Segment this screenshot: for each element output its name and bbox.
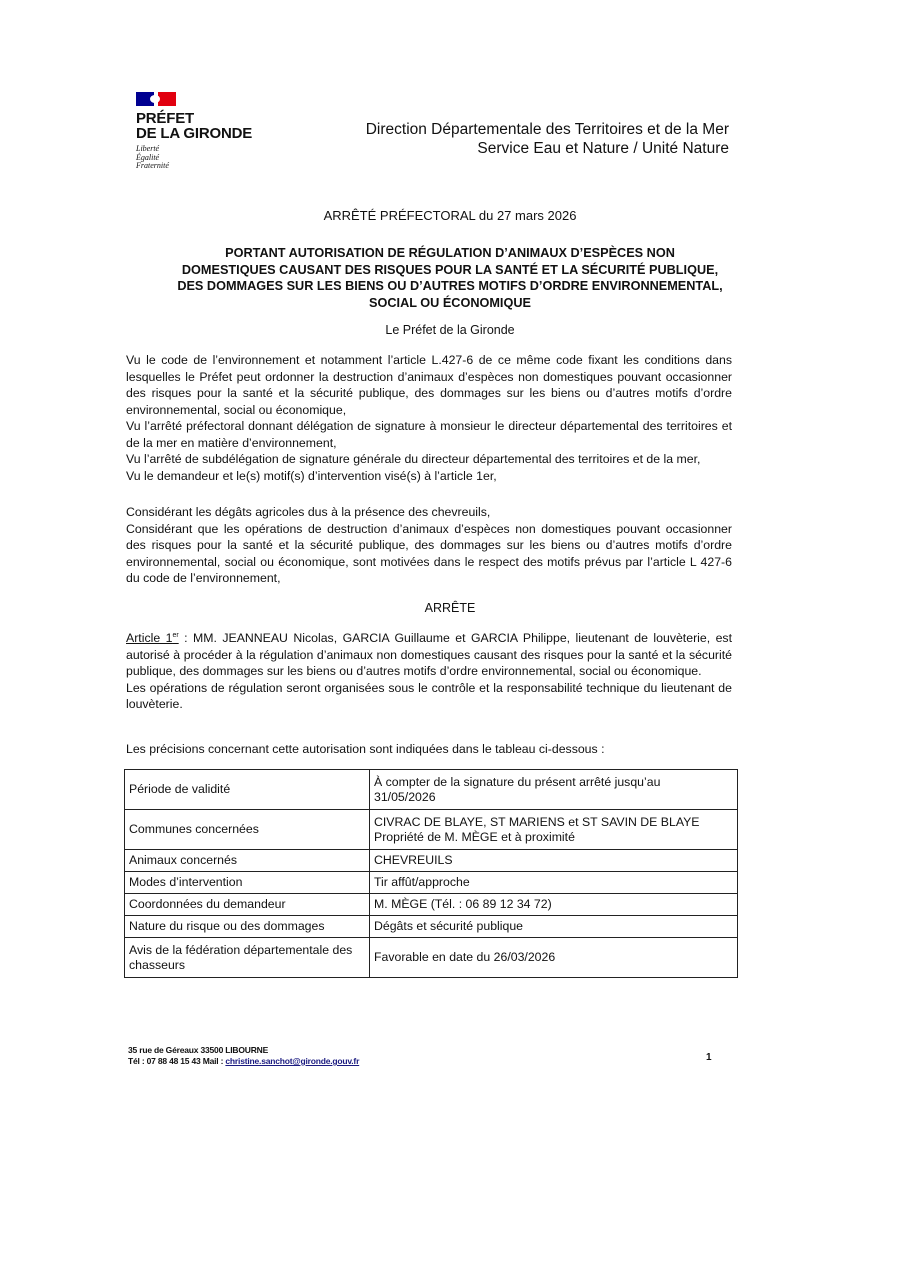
service-name: Service Eau et Nature / Unité Nature: [477, 140, 729, 157]
row-value: Tir affût/approche: [370, 872, 738, 894]
table-row: [125, 872, 738, 894]
row-value: CIVRAC DE BLAYE, ST MARIENS et ST SAVIN DE BLAYE Propriété de M. MÈGE et à proximité: [370, 810, 738, 850]
row-label: Modes d’intervention: [125, 872, 370, 894]
footer-contact: [128, 1045, 359, 1067]
row-value: Favorable en date du 26/03/2026: [370, 938, 738, 978]
direction-name: Direction Départementale des Territoires et de la Mer: [365, 121, 729, 138]
table-intro: Les précisions concernant cette autorisation sont indiquées dans le tableau ci-dessous :: [126, 742, 605, 756]
decree-title: ARRÊTÉ PRÉFECTORAL du 27 mars 2026: [323, 208, 577, 223]
row-label: Coordonnées du demandeur: [125, 894, 370, 916]
subject-line: DOMESTIQUES CAUSANT DES RISQUES POUR LA SANTÉ ET LA SÉCURITÉ PUBLIQUE,: [181, 262, 719, 277]
subject-line: PORTANT AUTORISATION DE RÉGULATION D’ANIMAUX D’ESPÈCES NON: [225, 246, 675, 260]
row-label: Période de validité: [125, 770, 370, 810]
footer-address: 35 rue de Géreaux 33500 LIBOURNE: [128, 1045, 269, 1055]
considerants: [126, 504, 732, 587]
row-value: CHEVREUILS: [370, 850, 738, 872]
table-row: [125, 894, 738, 916]
authority: Le Préfet de la Gironde: [385, 323, 515, 337]
motto-liberte: Liberté: [136, 144, 160, 153]
footer-phone-mail: Tél : 07 88 48 15 43 Mail : christine.sanchot@gironde.gouv.fr: [128, 1056, 360, 1066]
table-row: [125, 938, 738, 978]
page-number: 1: [706, 1052, 712, 1063]
visa-paragraph: Vu l’arrêté de subdélégation de signature générale du directeur départemental des territoires et de la mer,: [126, 452, 701, 466]
article-1-text: [126, 628, 732, 680]
visa-paragraph: Vu le code de l’environnement et notamment l’article L.427-6 de ce même code fixant les conditions dans lesquelles le Préfet peut ordonner la destruction d’animaux d’espèces non domestiques pouvant occasionner des risques pour la santé et la sécurité publique, des dommages sur les biens ou d’autres motifs d’ordre environnemental, social ou économique,: [126, 353, 732, 417]
visas: [126, 352, 732, 484]
visa-paragraph: Vu l’arrêté préfectoral donnant délégation de signature à monsieur le directeur départemental des territoires et de la mer en matière d’environnement,: [126, 419, 732, 450]
decree-subject: [0, 245, 900, 311]
logo-text: [136, 111, 266, 141]
logo-motto: [136, 145, 266, 171]
article-1: [126, 628, 732, 713]
marianne-flag-icon: [136, 92, 176, 106]
considerant-paragraph: Considérant les dégâts agricoles dus à la présence des chevreuils,: [126, 505, 491, 519]
table-row: [125, 850, 738, 872]
prefet-logo: [136, 92, 266, 171]
table-row: [125, 770, 738, 810]
row-label: Nature du risque ou des dommages: [125, 916, 370, 938]
article-1-text2: Les opérations de régulation seront organisées sous le contrôle et la responsabilité technique du lieutenant de louvèterie.: [126, 680, 732, 712]
table-row: [125, 810, 738, 850]
row-value: À compter de la signature du présent arrêté jusqu’au 31/05/2026: [370, 770, 738, 810]
article-1-body: : MM. JEANNEAU Nicolas, GARCIA Guillaume et GARCIA Philippe, lieutenant de louvèterie, est autorisé à procéder à la régulation d’animaux non domestiques causant des risques pour la santé et la sécurité publique, des dommages sur les biens ou d’autres motifs d’ordre environnemental, social ou économique.: [126, 631, 732, 679]
authorization-table: [124, 769, 738, 978]
visa-paragraph: Vu le demandeur et le(s) motif(s) d’intervention visé(s) à l’article 1er,: [126, 468, 497, 483]
subject-line: SOCIAL OU ÉCONOMIQUE: [369, 295, 531, 310]
article-1-label: Article 1er: [126, 631, 179, 646]
motto-egalite: Égalité: [136, 152, 160, 162]
arrete-heading: ARRÊTE: [424, 601, 476, 615]
table-row: [125, 916, 738, 938]
row-label: Animaux concernés: [125, 850, 370, 872]
considerant-paragraph: Considérant que les opérations de destruction d’animaux d’espèces non domestiques pouvant occasionner des risques pour la santé et la sécurité publique, des dommages sur les biens ou d’autres motifs d’ordre environnemental, social ou économique, sont motivées dans le respect des motifs prévus par l’article L 427-6 du code de l’environnement,: [126, 521, 732, 585]
row-label: Communes concernées: [125, 810, 370, 850]
row-value: Dégâts et sécurité publique: [370, 916, 738, 938]
email-link[interactable]: christine.sanchot@gironde.gouv.fr: [225, 1056, 360, 1066]
row-label: Avis de la fédération départementale des chasseurs: [125, 938, 370, 978]
logo-line2: DE LA GIRONDE: [136, 125, 253, 142]
service-header: [366, 120, 729, 158]
logo-line1: PRÉFET: [136, 110, 194, 127]
subject-line: DES DOMMAGES SUR LES BIENS OU D’AUTRES MOTIFS D’ORDRE ENVIRONNEMENTAL,: [177, 279, 723, 293]
row-value: M. MÈGE (Tél. : 06 89 12 34 72): [370, 894, 738, 916]
motto-fraternite: Fraternité: [136, 161, 169, 170]
